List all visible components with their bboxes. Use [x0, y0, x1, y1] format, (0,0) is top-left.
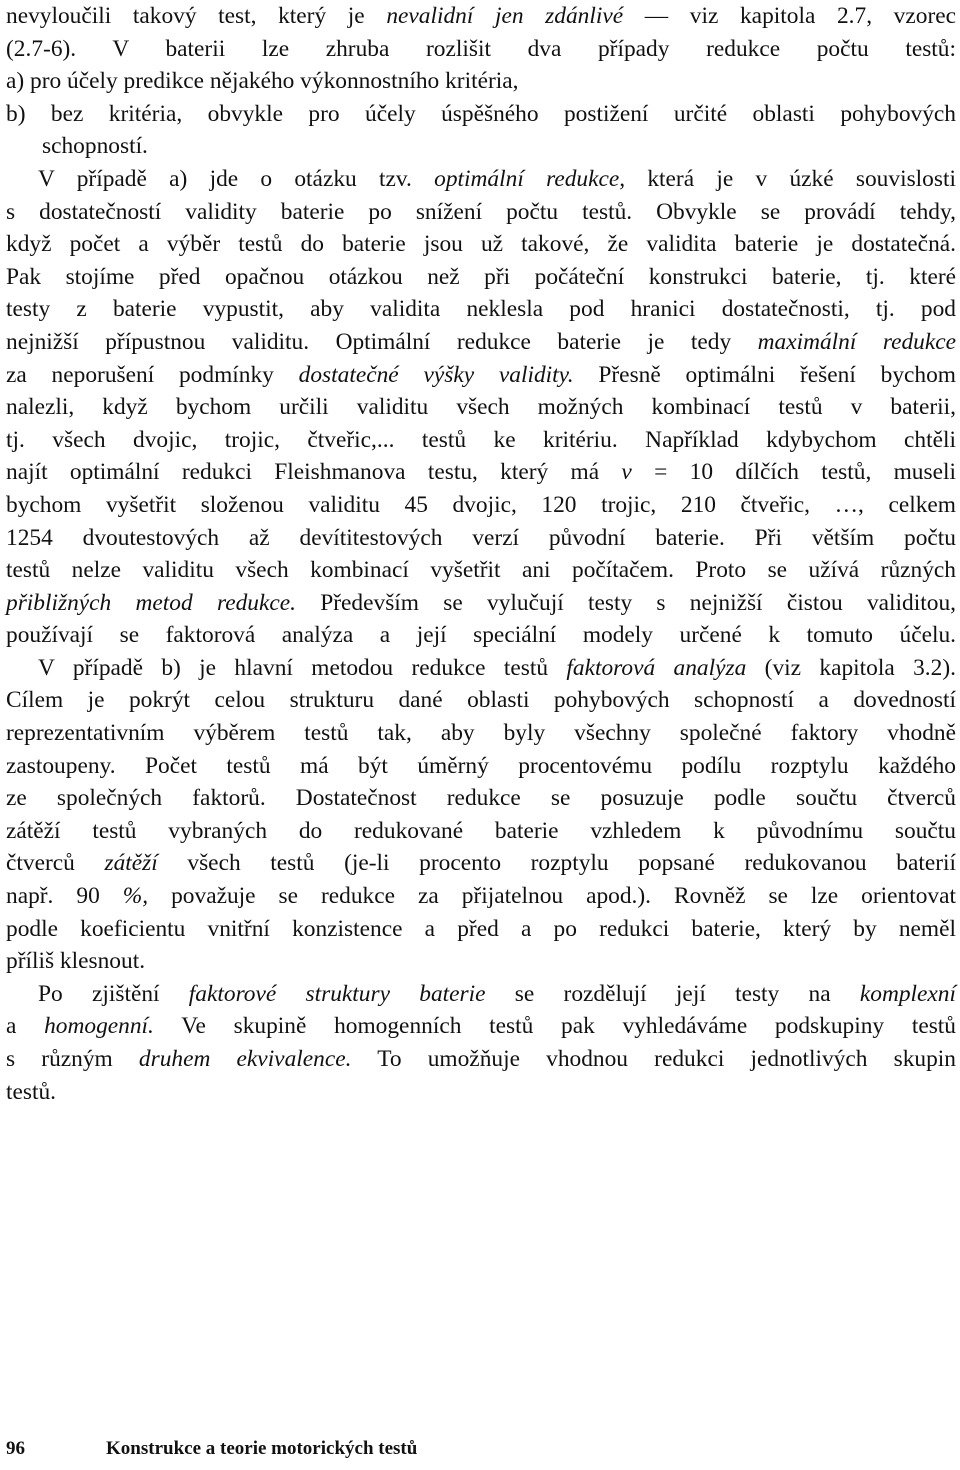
text-line: bychom vyšetřit složenou validitu 45 dvojic, 120 trojic, 210 čtveřic, …, celkem — [6, 491, 956, 518]
paragraph-start: V případě b) je hlavní metodou redukce testů faktorová analýza (viz kapitola 3.2). — [38, 654, 956, 681]
text-line: ze společných faktorů. Dostatečnost redukce se posuzuje podle součtu čtverců — [6, 785, 956, 812]
text-line: příliš klesnout. — [6, 948, 146, 975]
text-line: Pak stojíme před opačnou otázkou než při počáteční konstrukci baterie, tj. které — [6, 263, 956, 290]
page-footer — [6, 1438, 417, 1460]
italic-term: dostatečné výšky validity. — [298, 361, 574, 388]
text-line: s dostatečností validity baterie po snížení počtu testů. Obvykle se provádí tehdy, — [6, 198, 956, 225]
text-line: podle koeficientu vnitřní konzistence a před a po redukci baterie, který by neměl — [6, 915, 956, 942]
italic-term: přibližných metod redukce. — [6, 589, 296, 616]
text-line: s různým druhem ekvivalence. To umožňuje vhodnou redukci jednotlivých skupin — [6, 1046, 956, 1072]
text-line: např. 90 %, považuje se redukce za přijatelnou apod.). Rovněž se lze orientovat — [6, 883, 956, 910]
italic-term: druhem ekvivalence. — [138, 1046, 352, 1072]
text-line: reprezentativním výběrem testů tak, aby byly všechny společné faktory vhodně — [6, 720, 956, 747]
text-line: testů. — [6, 1078, 57, 1105]
text-line: nejnižší přípustnou validitu. Optimální redukce baterie je tedy maximální redukce — [6, 328, 957, 355]
text-line: najít optimální redukci Fleishmanova testu, který má v = 10 dílčích testů, museli — [6, 459, 956, 486]
list-item: a) pro účely predikce nějakého výkonnostního kritéria, — [6, 68, 519, 95]
text-line: 1254 dvoutestových až devítitestových verzí původní baterie. Při větším počtu — [6, 524, 956, 551]
italic-term: nevalidní jen zdánlivé — [386, 3, 624, 29]
paragraph-start: V případě a) jde o otázku tzv. optimální redukce, která je v úzké souvislosti — [38, 165, 956, 192]
text-line: nevyloučili takový test, který je nevalidní jen zdánlivé — viz kapitola 2.7, vzorec — [6, 3, 957, 29]
text-line: testů nelze validitu všech kombinací vyšetřit ani počítačem. Proto se užívá různých — [6, 557, 956, 584]
page-number: 96 — [6, 1438, 25, 1459]
text-line: zátěží testů vybraných do redukované baterie vzhledem k původnímu součtu — [6, 817, 956, 844]
text-line: a homogenní. Ve skupině homogenních testů pak vyhledáváme podskupiny testů — [6, 1013, 956, 1040]
italic-term: homogenní. — [44, 1013, 154, 1040]
italic-term: komplexní — [859, 980, 956, 1007]
italic-term: faktorové struktury baterie — [188, 980, 486, 1007]
text-line: zastoupeny. Počet testů má být úměrný procentovému podílu rozptylu každého — [6, 752, 956, 779]
italic-term: optimální redukce, — [434, 165, 626, 192]
text-line: používají se faktorová analýza a její speciální modely určené k tomuto účelu. — [6, 622, 956, 649]
text-line: čtverců zátěží všech testů (je-li procento rozptylu popsané redukovanou baterií — [6, 850, 957, 877]
page-body-text — [6, 0, 956, 1108]
text-line: nalezli, když bychom určili validitu všech možných kombinací testů v baterii, — [6, 394, 956, 421]
paragraph-start: Po zjištění faktorové struktury baterie se rozdělují její testy na komplexní — [38, 980, 956, 1007]
italic-term: %, — [122, 883, 149, 910]
list-item: b) bez kritéria, obvykle pro účely úspěšného postižení určité oblasti pohybových — [6, 100, 956, 127]
text-line: Cílem je pokrýt celou strukturu dané oblasti pohybových schopností a dovedností — [6, 687, 956, 714]
text-line: když počet a výběr testů do baterie jsou už takové, že validita baterie je dostatečná. — [6, 231, 956, 258]
text-line: (2.7-6). V baterii lze zhruba rozlišit dva případy redukce počtu testů: — [6, 35, 956, 62]
italic-term: faktorová analýza — [566, 654, 747, 681]
italic-term: v — [621, 459, 632, 486]
italic-term: maximální redukce — [757, 328, 957, 355]
book-title: Konstrukce a teorie motorických testů — [106, 1438, 418, 1459]
text-line: schopností. — [42, 133, 148, 160]
text-line: za neporušení podmínky dostatečné výšky validity. Přesně optimálni řešení bychom — [6, 361, 956, 388]
text-line: tj. všech dvojic, trojic, čtveřic,... testů ke kritériu. Například kdybychom chtěli — [6, 426, 956, 453]
text-line: testy z baterie vypustit, aby validita neklesla pod hranici dostatečnosti, tj. pod — [6, 296, 956, 323]
italic-term: zátěží — [104, 850, 158, 877]
text-line: přibližných metod redukce. Především se vylučují testy s nejnižší čistou validitou, — [6, 589, 956, 616]
